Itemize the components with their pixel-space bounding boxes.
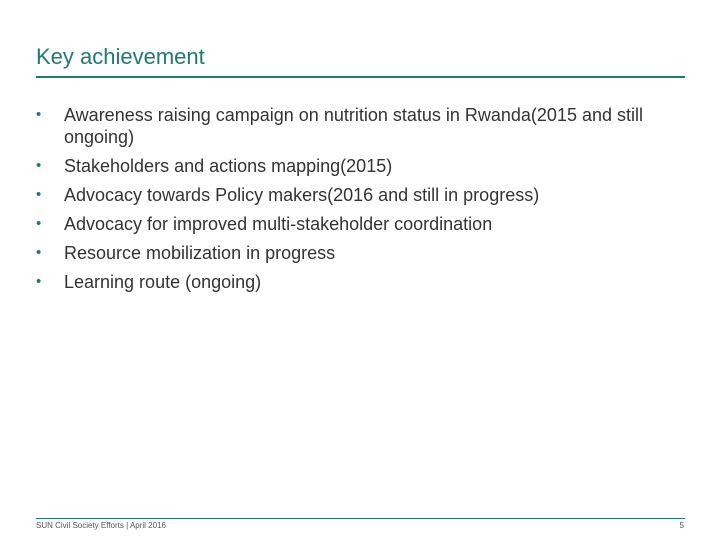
bullet-text: Advocacy towards Policy makers(2016 and still in progress) xyxy=(64,185,540,205)
bullet-item xyxy=(36,104,686,148)
page-number: 5 xyxy=(679,521,684,530)
bullet-item xyxy=(36,213,686,235)
bullet-item xyxy=(36,271,686,293)
title-divider xyxy=(36,76,685,78)
bullet-text: Stakeholders and actions mapping(2015) xyxy=(64,156,393,176)
bullet-item xyxy=(36,184,686,206)
bullet-text: Learning route (ongoing) xyxy=(64,272,262,292)
bullet-item xyxy=(36,155,686,177)
footer-divider xyxy=(36,518,685,519)
bullet-marker: • xyxy=(36,186,42,203)
bullet-marker: • xyxy=(36,215,42,232)
bullet-marker: • xyxy=(36,106,42,123)
bullet-text: Awareness raising campaign on nutrition status in Rwanda(2015 and still ongoing) xyxy=(64,105,643,147)
bullet-item xyxy=(36,242,686,264)
bullet-marker: • xyxy=(36,273,42,290)
bullet-text: Advocacy for improved multi-stakeholder coordination xyxy=(64,214,493,234)
bullet-marker: • xyxy=(36,157,42,174)
footer-text: SUN Civil Society Efforts | April 2016 xyxy=(36,521,166,530)
bullet-list xyxy=(36,104,686,300)
slide-title: Key achievement xyxy=(36,44,205,69)
bullet-text: Resource mobilization in progress xyxy=(64,243,336,263)
bullet-marker: • xyxy=(36,244,42,261)
